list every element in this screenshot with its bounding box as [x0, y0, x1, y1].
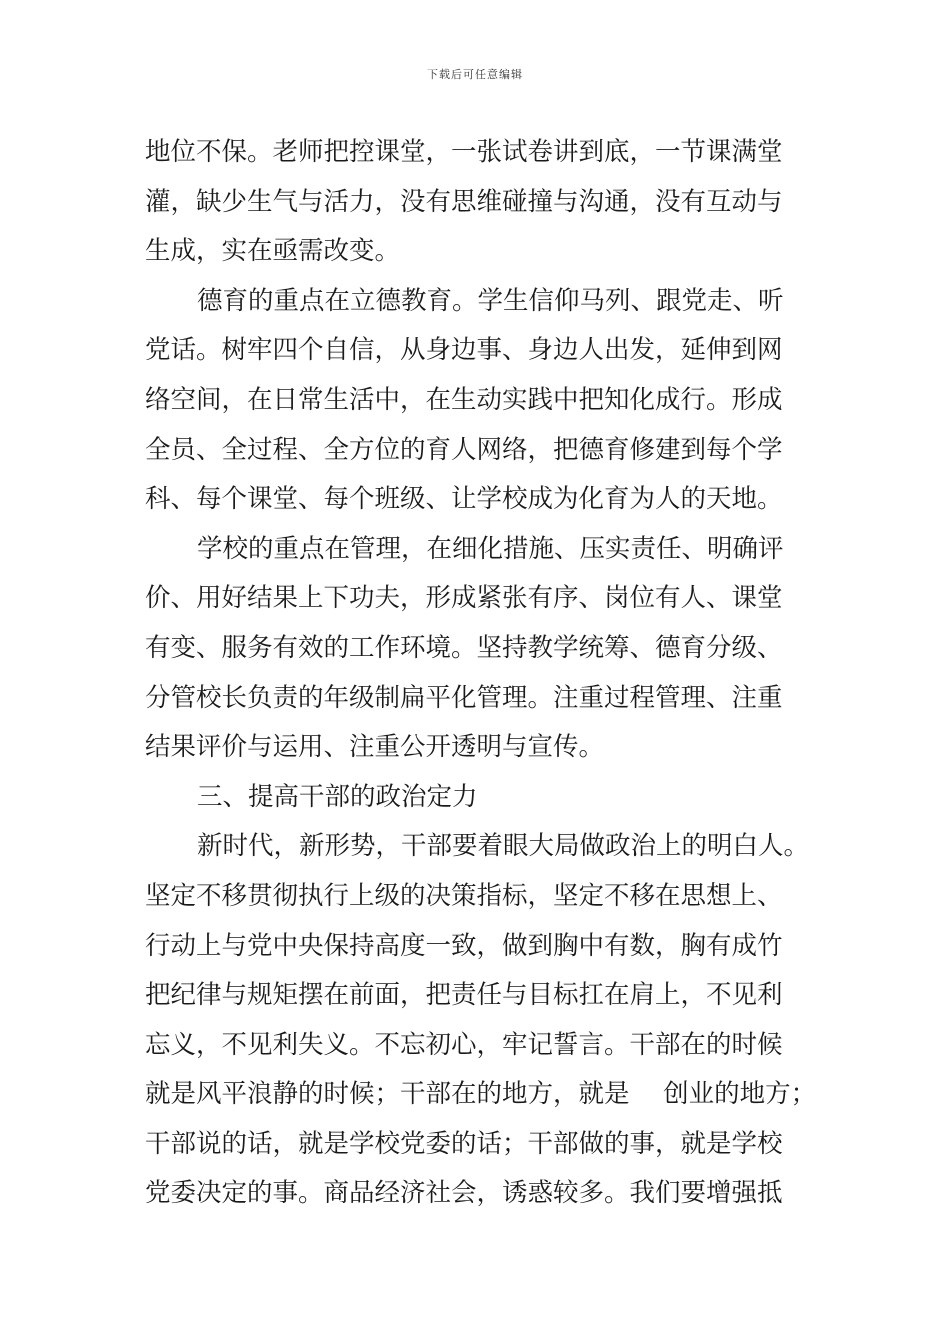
text-line: 行动上与党中央保持高度一致，做到胸中有数，胸有成竹: [145, 930, 783, 961]
text-line: 党委决定的事。商品经济社会，诱惑较多。我们要增强抵: [145, 1178, 783, 1209]
text-line: 分管校长负责的年级制扁平化管理。注重过程管理、注重: [145, 682, 783, 713]
text-line: 络空间，在日常生活中，在生动实践中把知化成行。形成: [145, 384, 783, 415]
text-line: 党话。树牢四个自信，从身边事、身边人出发，延伸到网: [145, 335, 783, 366]
paragraph-start-line: 德育的重点在立德教育。学生信仰马列、跟党走、听: [197, 285, 784, 316]
text-line: 把纪律与规矩摆在前面，把责任与目标扛在肩上，不见利: [145, 980, 783, 1011]
text-line: 地位不保。老师把控课堂，一张试卷讲到底，一节课满堂: [145, 137, 783, 167]
page-header: 下载后可任意编辑: [427, 68, 523, 81]
section-heading: 三、提高干部的政治定力: [197, 781, 478, 812]
paragraph-start-line: 学校的重点在管理，在细化措施、压实责任、明确评: [197, 533, 784, 564]
paragraph-start-line: 新时代，新形势，干部要着眼大局做政治上的明白人。: [197, 831, 810, 862]
text-line: 灌，缺少生气与活力，没有思维碰撞与沟通，没有互动与: [145, 186, 783, 217]
text-line: 全员、全过程、全方位的育人网络，把德育修建到每个学: [145, 434, 783, 465]
text-line: 有变、服务有效的工作环境。坚持教学统筹、德育分级、: [145, 632, 783, 663]
text-line: 科、每个课堂、每个班级、让学校成为化育为人的天地。: [145, 484, 783, 515]
text-line: 生成，实在亟需改变。: [145, 236, 401, 267]
text-line: 忘义，不见利失义。不忘初心，牢记誓言。干部在的时候: [145, 1029, 783, 1060]
document-body: [145, 128, 825, 1219]
text-line: 干部说的话，就是学校党委的话；干部做的事，就是学校: [145, 1128, 783, 1159]
text-line: 就是风平浪静的时候；干部在的地方，就是 创业的地方；: [145, 1079, 817, 1110]
text-line: 坚定不移贯彻执行上级的决策指标，坚定不移在思想上、: [145, 880, 783, 911]
text-line: 价、用好结果上下功夫，形成紧张有序、岗位有人、课堂: [145, 583, 783, 614]
text-line: 结果评价与运用、注重公开透明与宣传。: [145, 732, 605, 763]
